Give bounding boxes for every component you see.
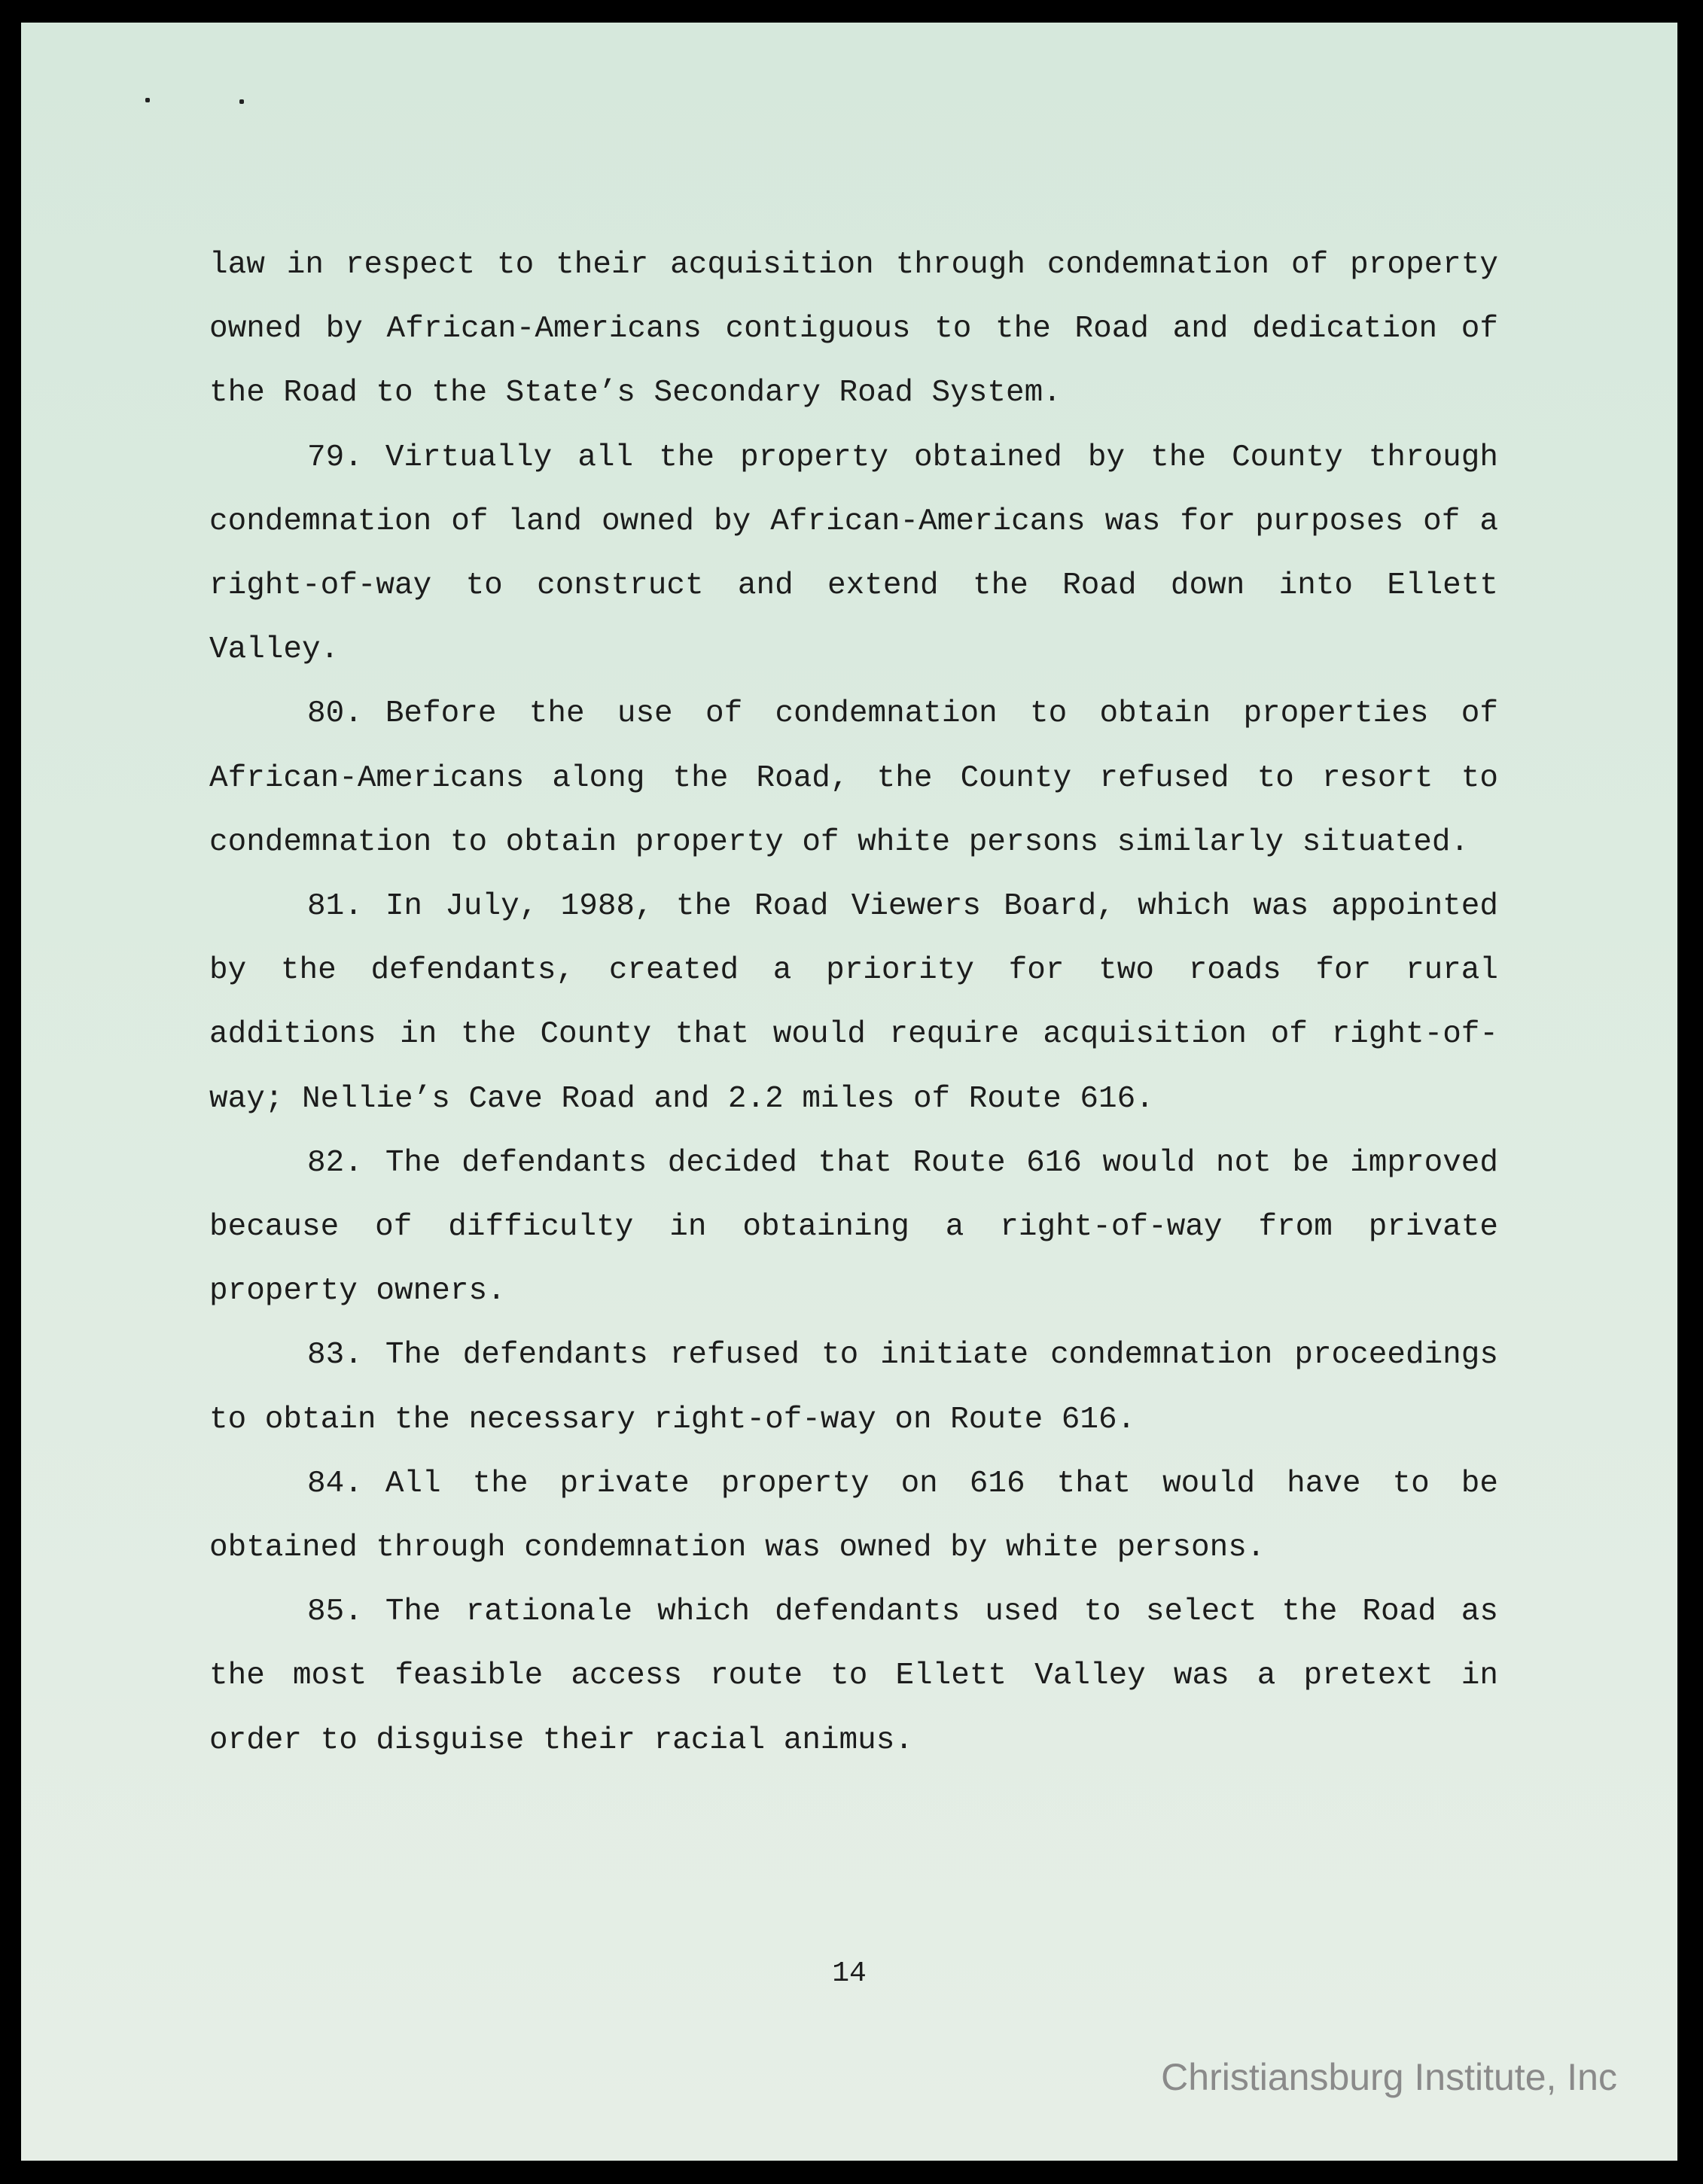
paragraph-81 [209,875,1498,1132]
paragraph-text: law in respect to their acquisition through condemnation of property owned by African-Americans contiguous to the Road and dedication of the Road to the State’s Secondary Road System. [209,248,1498,411]
scan-speck [145,98,150,102]
paragraph-text: Before the use of condemnation to obtain properties of African-Americans along the Road, the County refused to resort to condemnation to obtain property of white persons similarly situated. [209,696,1498,860]
watermark: Christiansburg Institute, Inc [1161,2056,1617,2098]
paragraph-number: 80. [307,696,363,732]
paragraph-continuation [209,233,1498,426]
document-body [209,233,1498,1773]
paragraph-82 [209,1132,1498,1324]
paragraph-number: 82. [307,1145,363,1180]
paragraph-text: All the private property on 616 that would have to be obtained through condemnation was owned by white persons. [209,1466,1498,1566]
paragraph-83 [209,1323,1498,1451]
paragraph-80 [209,682,1498,875]
paragraph-text: The rationale which defendants used to select the Road as the most feasible access route to Ellett Valley was a pretext in order to disguise their racial animus. [209,1595,1498,1758]
paragraph-text: The defendants refused to initiate condemnation proceedings to obtain the necessary right-of-way on Route 616. [209,1338,1498,1437]
paragraph-number: 85. [307,1595,363,1630]
scan-speck [239,99,244,104]
paragraph-number: 83. [307,1338,363,1373]
paragraph-text: Virtually all the property obtained by the County through condemnation of land owned by African-Americans was for purposes of a right-of-way to construct and extend the Road down into Ellett Valley. [209,440,1498,668]
document-page [21,23,1677,2161]
paragraph-number: 84. [307,1466,363,1501]
paragraph-79 [209,426,1498,683]
paragraph-number: 79. [307,440,363,475]
page-number: 14 [832,1957,867,1990]
paragraph-number: 81. [307,889,363,924]
paragraph-84 [209,1452,1498,1580]
paragraph-text: The defendants decided that Route 616 would not be improved because of difficulty in obtaining a right-of-way from private property owners. [209,1145,1498,1309]
paragraph-85 [209,1580,1498,1773]
paragraph-text: In July, 1988, the Road Viewers Board, which was appointed by the defendants, created a priority for two roads for rural additions in the County that would require acquisition of right-of-way; Nellie’s Cave Road and 2.2 miles of Route 616. [209,889,1498,1116]
